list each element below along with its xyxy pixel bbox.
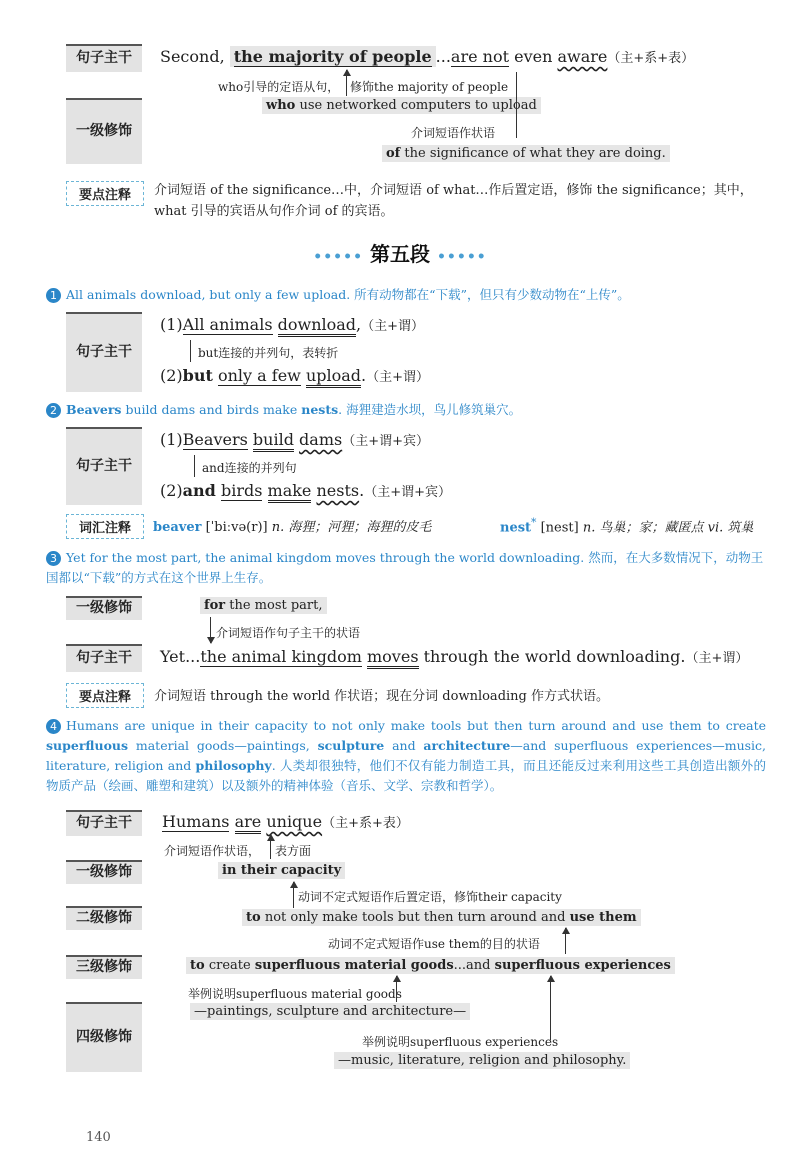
connector-line <box>550 978 551 1040</box>
connector-line <box>190 340 191 362</box>
label-mod1: 一级修饰 <box>66 596 142 620</box>
connector-line <box>516 72 517 138</box>
modifier-who: who use networked computers to upload <box>262 98 541 113</box>
note-and: and连接的并列句 <box>202 461 297 475</box>
label-keynote: 要点注释 <box>66 683 144 708</box>
clause-1: (1)Beavers build dams（主+谓+宾） <box>160 430 429 449</box>
connector-line <box>194 455 195 477</box>
label-mod4: 四级修饰 <box>66 1002 142 1072</box>
modifier-to-not-only: to not only make tools but then turn around and use them <box>242 910 641 925</box>
sentence-main: Humans are unique（主+系+表） <box>162 812 409 831</box>
arrow-up <box>396 976 397 1002</box>
clause-2: (2)but only a few upload.（主+谓） <box>160 366 429 385</box>
sentence-main: Yet...the animal kingdom moves through the world downloading.（主+谓） <box>160 647 748 666</box>
arrow-up <box>565 928 566 954</box>
modifier-paintings: —paintings, sculpture and architecture— <box>190 1004 470 1019</box>
keynote-text: 介词短语 through the world 作状语；现在分词 downloading 作方式状语。 <box>154 689 609 704</box>
label-main: 句子主干 <box>66 44 142 72</box>
modifier-music: —music, literature, religion and philosophy. <box>334 1053 630 1068</box>
note-adverbial: 介词短语作句子主干的状语 <box>216 626 361 640</box>
arrow-up <box>346 70 347 96</box>
modifier-in-capacity: in their capacity <box>218 863 345 878</box>
sentence-1: 1 All animals download, but only a few upload. 所有动物都在“下载”，但只有少数动物在“上传”。 <box>46 285 766 305</box>
clause-1: (1)All animals download,（主+谓） <box>160 315 424 334</box>
label-mod2: 二级修饰 <box>66 906 142 930</box>
clause-2: (2)and birds make nests.（主+谓+宾） <box>160 481 451 500</box>
modifier-for: for the most part, <box>200 598 327 613</box>
sentence-4: 4 Humans are unique in their capacity to not only make tools but then turn around and use them to create superfluous material goods—paintings, sculpture and architecture—and superfluous experiences—music, literature, religion and philosophy. 人类却很独特，他们不仅有能力制造工具，而且还能反过来利用这些工具创造出额外的物质产品（绘画、雕塑和建筑）以及额外的精神体验（音乐、文学、宗教和哲学）。 <box>46 718 767 793</box>
page-number: 140 <box>86 1130 111 1145</box>
sentence-main: Second, the majority of people ...are not even aware（主+系+表） <box>160 47 695 66</box>
modifier-to-create: to create superfluous material goods...and superfluous experiences <box>186 958 675 973</box>
note-prep-adverbial: 介词短语作状语， <box>164 844 261 858</box>
vocab-beaver: beaver [ˈbiːvə(r)] n. 海狸；河狸；海狸的皮毛 <box>153 520 432 535</box>
label-main: 句子主干 <box>66 810 142 836</box>
keynote-text: 介词短语 of the significance…中，介词短语 of what…作后置定语，修饰 the significance；其中，what 引导的宾语从句作介词 of 的宾语。 <box>154 183 753 219</box>
arrow-down <box>210 617 211 643</box>
arrow-up <box>293 882 294 908</box>
modifier-of: of the significance of what they are doing. <box>382 146 670 161</box>
label-main: 句子主干 <box>66 427 142 505</box>
note-who-clause: who引导的定语从句， <box>218 80 340 94</box>
label-mod1: 一级修饰 <box>66 98 142 164</box>
label-main: 句子主干 <box>66 644 142 672</box>
label-mod1: 一级修饰 <box>66 860 142 884</box>
note-example-experiences: 举例说明superfluous experiences <box>362 1035 559 1049</box>
note-purpose: 动词不定式短语作use them的目的状语 <box>328 937 540 951</box>
note-postmodifier: 动词不定式短语作后置定语，修饰their capacity <box>298 890 562 904</box>
label-mod3: 三级修饰 <box>66 955 142 979</box>
note-modifies: 修饰the majority of people <box>350 80 509 94</box>
sentence-3: 3 Yet for the most part, the animal kingdom moves through the world downloading. 然而，在大多数情况下，动物王国都以“下载”的方式在这个世界上生存。 <box>46 550 764 585</box>
arrow-up <box>550 976 551 986</box>
sentence-2: 2 Beavers build dams and birds make nests. 海狸建造水坝，鸟儿修筑巢穴。 <box>46 400 766 420</box>
note-prep-phrase: 介词短语作状语 <box>411 126 496 140</box>
arrow-up <box>270 835 271 859</box>
note-example-goods: 举例说明superfluous material goods <box>188 987 402 1001</box>
label-keynote: 要点注释 <box>66 181 144 206</box>
note-aspect: 表方面 <box>275 844 312 858</box>
vocab-nest: nest* [nest] n. 鸟巢；家；藏匿点 vi. 筑巢 <box>500 516 754 536</box>
note-but: but连接的并列句，表转折 <box>198 346 339 360</box>
label-main: 句子主干 <box>66 312 142 392</box>
section-title: ••••• 第五段 ••••• <box>313 242 487 266</box>
label-vocab: 词汇注释 <box>66 514 144 539</box>
